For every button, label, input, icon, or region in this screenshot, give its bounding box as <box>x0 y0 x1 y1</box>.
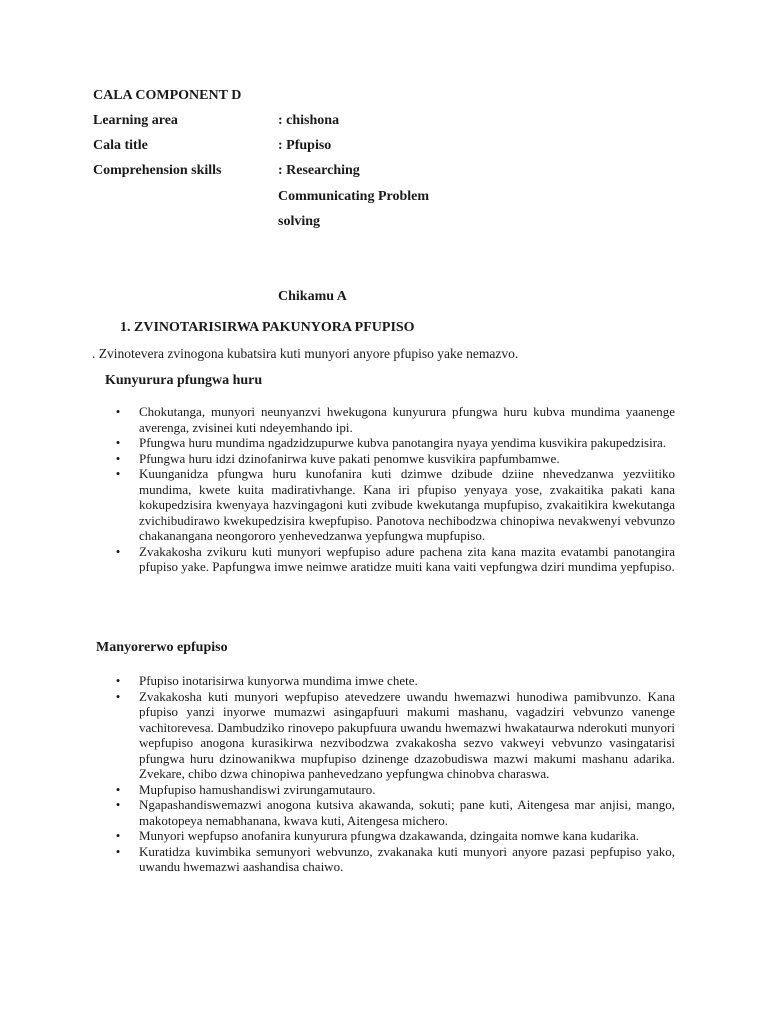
list-item <box>113 466 675 544</box>
bullet-list-kunyurura <box>113 404 675 575</box>
list-item-text: Kuratidza kuvimbika semunyori webvunzo, zvakanaka kuti munyori anyore pazasi pepfupiso yako, uwandu hwemazwi aashandisa chaiwo. <box>139 843 675 874</box>
list-item-text: Ngapashandiswemazwi anogona kutsiva akawanda, sokuti; pane kuti, Aitengesa mar anjisi, mango, makotopeya nemabhanana, kwava kuti, Aitengesa michero. <box>139 797 675 828</box>
document-title: CALA COMPONENT D <box>93 88 242 103</box>
list-item-text: Munyori wepfupso anofanira kunyurura pfungwa dzakawanda, dzingaita nomwe kana kudarika. <box>139 828 639 843</box>
list-item-text: Zvakakosha zvikuru kuti munyori wepfupiso adure pachena zita kana mazita evatambi panotangira pfupiso yake. Papfungwa imwe neimwe aratidze muiti kana vaiti vepfungwa dziri mundima yepfupiso. <box>139 543 675 574</box>
list-item-text: Pfungwa huru idzi dzinofanirwa kuve pakati penomwe kusvikira papfumbamwe. <box>139 450 560 466</box>
list-item <box>113 404 675 435</box>
list-item-text: Pfupiso inotarisirwa kunyorwa mundima imwe chete. <box>139 673 418 688</box>
info-label-learning-area: Learning area <box>93 113 178 128</box>
subheading-manyorerwo: Manyorerwo epfupiso <box>96 640 228 655</box>
bullet-icon: • <box>115 781 121 797</box>
info-value-skills-line-3: solving <box>278 214 321 229</box>
intro-paragraph: . Zvinotevera zvinogona kubatsira kuti munyori anyore pfupiso yake nemazvo. <box>92 346 519 361</box>
list-item <box>113 844 675 875</box>
list-item-text: Pfungwa huru mundima ngadzidzupurwe kubva panotangira nyaya yendima kusvikira pakupedzisira. <box>139 435 667 450</box>
bullet-icon: • <box>115 450 121 466</box>
list-item-text: Zvakakosha kuti munyori wepfupiso atevedzere uwandu hwemazwi hunodiwa pamibvunzo. Kana pfupiso yanzi inyorwe mumazwi asingapfuuri makumi mashanu, vagadziri vebvunzo vanenge vachitorevesa. Dambudziko rinovepo pakupfuura uwandu hwemazwi hwakataurwa nderokuti munyori wepfupiso anogona kurasikirwa nezvibodzwa zvakakosha sezvo vakweyi vebvunzo vasingatarisi pfungwa huru dzinowanikwa mupfupiso dzinenge dzazobudiswa mazwi makumi mashanu adarika. Zvekare, chibo dzwa chinopiwa panhevedzano yepfungwa chinobva charaswa. <box>139 688 675 781</box>
list-item <box>113 673 675 689</box>
bullet-icon: • <box>115 404 121 419</box>
list-item-text: Kuunganidza pfungwa huru kunofanira kuti dzimwe dzibude dziine nhevedzanwa yezviitiko mundima, kwete kuita madirativhange. Kana iri pfupiso yenyaya yose, zvakaitika pakati kana kokupedzisira kwenyaya hazvingagoni kuti zvibude kwekutanga mupfupiso, zvakaitikira kwekutanga zvichibudirawo kwekupedzisira kwepfupiso. Panotova nechibodzwa chinopiwa nevakwenyi vebvunzo chakanangana neongororo yenhevedzanwa yepfungwa mupfupiso. <box>139 466 675 543</box>
list-item <box>113 689 675 782</box>
list-item-text: Mupfupiso hamushandiswi zvirungamutauro. <box>139 781 376 797</box>
list-item <box>113 451 675 467</box>
info-label-comprehension-skills: Comprehension skills <box>93 163 222 178</box>
list-item <box>113 544 675 575</box>
info-label-cala-title: Cala title <box>93 138 148 153</box>
info-value-learning-area: : chishona <box>278 113 340 128</box>
info-value-skills-line-2: Communicating Problem <box>278 189 430 204</box>
bullet-icon: • <box>115 688 121 704</box>
list-item <box>113 435 675 451</box>
bullet-icon: • <box>115 843 121 859</box>
bullet-icon: • <box>115 466 121 481</box>
bullet-list-manyorerwo <box>113 673 675 875</box>
bullet-icon: • <box>115 828 121 843</box>
list-item <box>113 828 675 844</box>
info-value-cala-title: : Pfupiso <box>278 138 332 153</box>
bullet-icon: • <box>115 435 121 450</box>
main-heading: 1. ZVINOTARISIRWA PAKUNYORA PFUPISO <box>120 320 415 335</box>
bullet-icon: • <box>115 543 121 559</box>
bullet-icon: • <box>115 797 121 812</box>
subheading-kunyurura: Kunyurura pfungwa huru <box>105 373 263 388</box>
info-value-comprehension-skills: : Researching <box>278 163 360 178</box>
bullet-icon: • <box>115 673 121 688</box>
list-item-text: Chokutanga, munyori neunyanzvi hwekugona kunyurura pfungwa huru kubva mundima yaanenge averenga, zvisinei kuti ndeyemhando ipi. <box>139 404 675 435</box>
list-item <box>113 782 675 798</box>
list-item <box>113 797 675 828</box>
section-title: Chikamu A <box>278 289 347 304</box>
